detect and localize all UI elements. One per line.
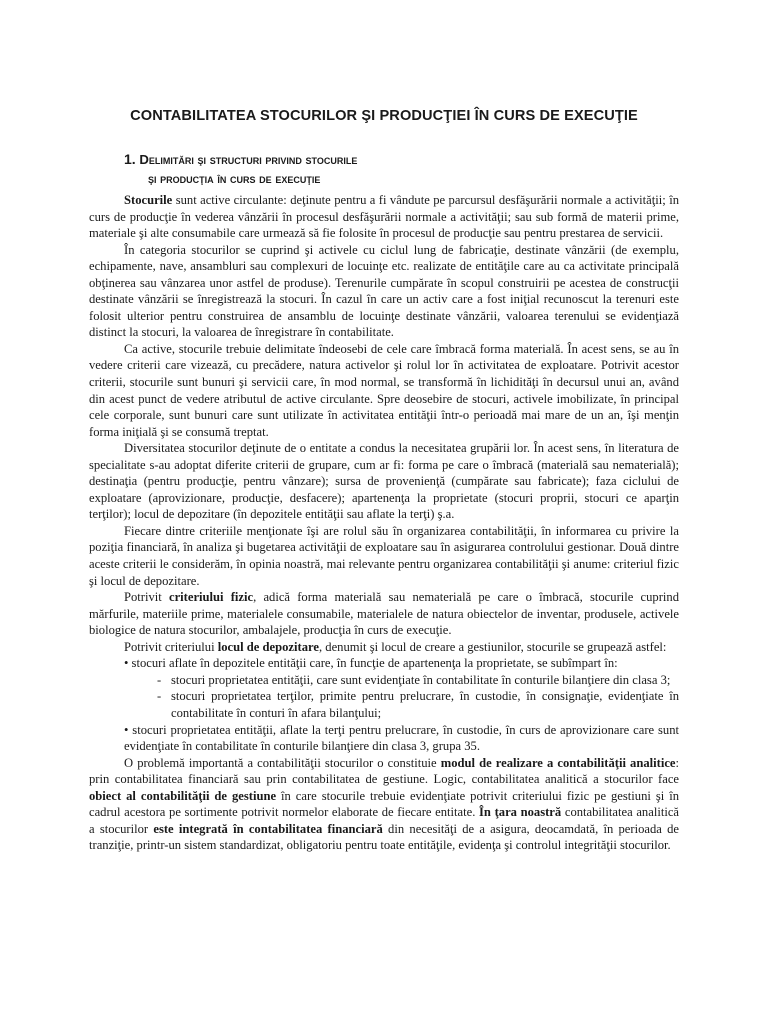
- paragraph-6-lead: Potrivit: [124, 590, 169, 605]
- term-integrata: este integrată în contabilitatea financiară: [153, 821, 383, 836]
- term-tara-noastra: În ţara noastră: [479, 805, 562, 820]
- bullet-item-2: • stocuri proprietatea entităţii, aflate la terţi pentru prelucrare, în custodie, în curs de aprovizionare care sunt evidenţiate în contabilitate în conturile bilanţiere din clasa 3, grupa 35.: [124, 722, 679, 754]
- sub-item-2: [89, 688, 679, 721]
- paragraph-8: [89, 755, 679, 854]
- paragraph-3: Ca active, stocurile trebuie delimitate îndeosebi de cele care îmbracă forma materială. În acest sens, se au în vedere criterii care vizează, cu precădere, natura activelor şi rolul lor în activitatea de exploatare. Potrivit acestor criterii, stocurile sunt bunuri şi servicii care, în mod normal, se transformă în lichidităţi în decursul unui an, având din acest punct de vedere atributul de active circulante. Spre deosebire de stocuri, activele imobilizate, în principal cele corporale, sunt bunuri care sunt utilizate în activitatea entităţii într-o perioadă mai mare de un an, îşi menţin forma iniţială şi se consumă treptat.: [89, 341, 679, 439]
- heading-number: 1.: [124, 151, 136, 167]
- heading-line-1: [124, 152, 357, 167]
- paragraph-4: Diversitatea stocurilor deţinute de o entitate a condus la necesitatea grupării lor. În acest sens, în literatura de specialitate s-au adoptat diferite criterii de grupare, cum ar fi: forma pe care o îmbracă (materială sau nematerială); destinaţia (pentru producţie, pentru vânzare); sursa de provenienţă (cumpărate sau fabricate); faza ciclului de exploatare (aprovizionare, producţie, desfacere); apartenenţa la proprietate (stocuri proprii, stocuri ce aparţin terţilor); locul de depozitare (în depozitele entităţii sau aflate la terţi) ş.a.: [89, 441, 679, 522]
- paragraph-8-text-d: contabilitatea analitică a stocurilor: [89, 805, 679, 836]
- paragraph-8-text-c: în care stocurile trebuie evidenţiate potrivit criteriului fizic pe gestiuni şi în cadrul acestora pe sortimente potrivit normelor elaborate de fiecare entitate.: [89, 788, 679, 820]
- paragraph-7-lead: Potrivit criteriului: [124, 639, 218, 654]
- paragraph-8-text-e: din necesităţi de a asigura, deocamdată, în perioada de tranziţie, printr-un sistem standardizat, obligatoriu pentru toate entităţile, evidenţa şi controlul integrităţii stocurilor.: [89, 821, 679, 853]
- dash-marker: -: [157, 672, 162, 687]
- document-title: CONTABILITATEA STOCURILOR ŞI PRODUCŢIEI ÎN CURS DE EXECUŢIE: [130, 108, 638, 124]
- term-criteriul-fizic: criteriului fizic: [168, 590, 254, 605]
- paragraph-2: În categoria stocurilor se cuprind şi activele cu ciclul lung de fabricaţie, destinate vânzării (de exemplu, echipamente, nave, ansambluri sau complexuri de locuinţe etc. realizate de entităţile care au ca activitate principală obţinerea sau vânzarea unor astfel de produse). Terenurile cumpărate în scopul construirii pe acestea de construcţii destinate vânzării se înregistrează la stocuri. În cazul în care un activ care a fost iniţial recunoscut la terenuri este folosit ulterior pentru construirea de ansamblu de locuinţe destinate vânzării, valoarea terenului se evidenţiază distinct la stocuri, la valoarea de înregistrare în contabilitate.: [89, 242, 679, 340]
- heading-text-2: şi producţia în curs de execuţie: [148, 171, 321, 186]
- paragraph-8-lead: O problemă importantă a contabilităţii stocurilor o constituie: [124, 755, 441, 770]
- heading-text-1: Delimitări şi structuri privind stocurile: [139, 152, 358, 167]
- term-stocurile: Stocurile: [124, 193, 173, 207]
- document-body: [89, 192, 679, 854]
- term-contabilitate-gestiune: obiect al contabilităţii de gestiune: [89, 788, 277, 803]
- sub-item-2-text: stocuri proprietatea terţilor, primite pentru prelucrare, în custodie, în consignaţie, evidenţiate în contabilitate în conturi în afara bilanţului;: [171, 689, 679, 720]
- paragraph-7-text: , denumit şi locul de creare a gestiunilor, stocurile se grupează astfel:: [318, 639, 667, 654]
- dash-marker: -: [157, 689, 162, 704]
- paragraph-1-text: sunt active circulante: deţinute pentru a fi vândute pe parcursul desfăşurării normale a activităţii; în curs de producţie în vederea vânzării în procesul desfăşurării normale a activităţii; sau sub formă de materii prime, materiale şi alte consumabile care urmează să fie folosite în procesul de producţie sau pentru prestarea de servicii.: [89, 193, 679, 241]
- term-locul-de-depozitare: locul de depozitare: [217, 639, 319, 654]
- paragraph-6-text: , adică forma materială sau nematerială pe care o îmbracă, stocurile cuprind mărfurile, materiile prime, materialele consumabile, materialele de natura obiectelor de inventar, produsele, activele biologice de natura stocurilor, ambalajele, producţia în curs de execuţie.: [89, 590, 680, 638]
- paragraph-6: [89, 589, 679, 639]
- sub-item-1: [89, 672, 679, 689]
- term-contabilitate-analitica: modul de realizare a contabilităţii analitice: [440, 755, 676, 770]
- paragraph-8-text-b: : prin contabilitatea financiară sau prin contabilitatea de gestiune. Logic, contabilitatea analitică a stocurilor face: [89, 755, 680, 787]
- section-heading: [124, 150, 644, 188]
- paragraph-7: [89, 639, 679, 656]
- sub-item-1-text: stocuri proprietatea entităţii, care sunt evidenţiate în contabilitate în conturile bilanţiere din clasa 3;: [171, 672, 671, 687]
- paragraph-5: Fiecare dintre criteriile menţionate îşi are rolul său în organizarea contabilităţii, în informarea cu privire la poziţia financiară, în analiza şi bugetarea activităţii de exploatare sau în asigurarea controlului gestionar. Două dintre aceste criterii le considerăm, în opinia noastră, mai relevante pentru organizarea contabilităţii şi anume: criteriul fizic şi locul de depozitare.: [89, 523, 679, 588]
- bullet-item-1: • stocuri aflate în depozitele entităţii care, în funcţie de apartenenţa la proprietate, se subîmpart în:: [124, 656, 618, 671]
- paragraph-1: [89, 192, 679, 242]
